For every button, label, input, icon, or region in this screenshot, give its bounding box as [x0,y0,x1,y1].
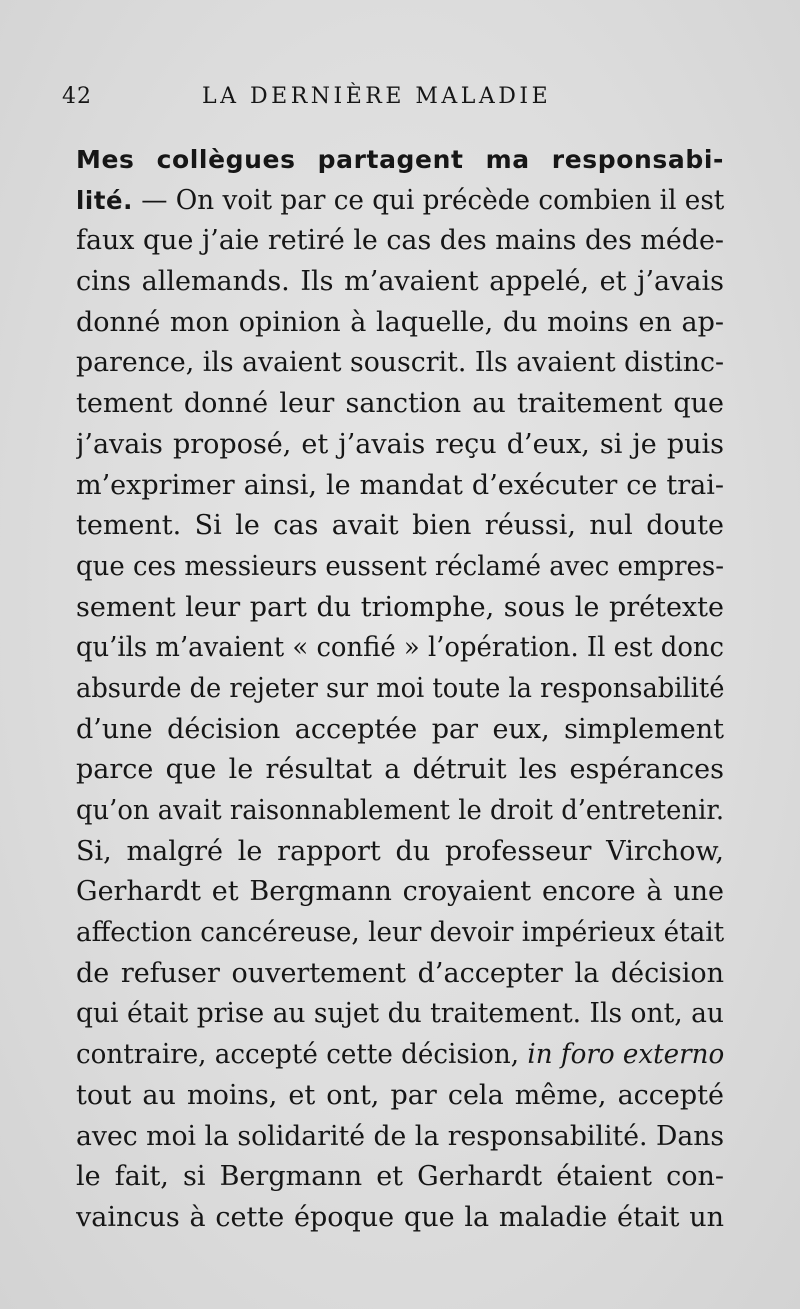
text-line: avec moi la solidarité de la responsabilité. Dans [76,1120,725,1152]
text-line: le fait, si Bergmann et Gerhardt étaient con- [76,1161,724,1193]
text-line: Gerhardt et Bergmann croyaient encore à une [76,876,724,908]
text-line: parce que le résultat a détruit les espérances [76,754,724,786]
section-heading: Mes collègues partagent ma responsabi- [76,145,724,174]
text-line: m’exprimer ainsi, le mandat d’exécuter ce trai- [76,469,724,501]
text-line [76,181,724,222]
running-title: LA DERNIÈRE MALADIE [202,84,552,109]
text-line: qu’ils m’avaient « confié » l’opération. Il est donc [76,632,725,664]
text-line: j’avais proposé, et j’avais reçu d’eux, si je puis [76,428,724,460]
text-line: Si, malgré le rapport du professeur Virchow, [76,835,724,867]
text-line: cins allemands. Ils m’avaient appelé, et j’avais [76,266,724,298]
text-line-content: — On voit par ce qui précède combien il est [132,184,725,216]
text-line: qui était prise au sujet du traitement. Ils ont, au [76,998,724,1030]
text-line: tement donné leur sanction au traitement que [76,388,724,420]
text-line-content: contraire, accepté cette décision, [76,1039,528,1071]
text-line: de refuser ouvertement d’accepter la décision [76,957,724,989]
text-line [76,140,724,181]
text-line: parence, ils avaient souscrit. Ils avaient distinc- [76,347,725,379]
text-line: qu’on avait raisonnablement le droit d’entretenir. [76,795,725,826]
page-number: 42 [62,84,92,109]
text-line: tout au moins, et ont, par cela même, accepté [76,1079,724,1111]
body-paragraph [76,140,724,1239]
text-line: d’une décision acceptée par eux, simplement [76,713,724,745]
latin-phrase: in foro externo [527,1039,725,1071]
text-line: affection cancéreuse, leur devoir impérieux était [76,917,725,949]
section-heading-end: lité. [76,185,133,215]
page-header [62,84,722,120]
text-line: donné mon opinion à laquelle, du moins en ap- [76,306,724,338]
text-line: sement leur part du triomphe, sous le prétexte [76,591,724,623]
text-line: tement. Si le cas avait bien réussi, nul doute [76,510,724,542]
text-line: absurde de rejeter sur moi toute la responsabilité [76,672,725,704]
text-line: que ces messieurs eussent réclamé avec empres- [76,550,724,582]
text-line: vaincus à cette époque que la maladie était un [76,1201,724,1233]
text-line [76,1035,724,1076]
text-line: faux que j’aie retiré le cas des mains des méde- [76,225,725,257]
